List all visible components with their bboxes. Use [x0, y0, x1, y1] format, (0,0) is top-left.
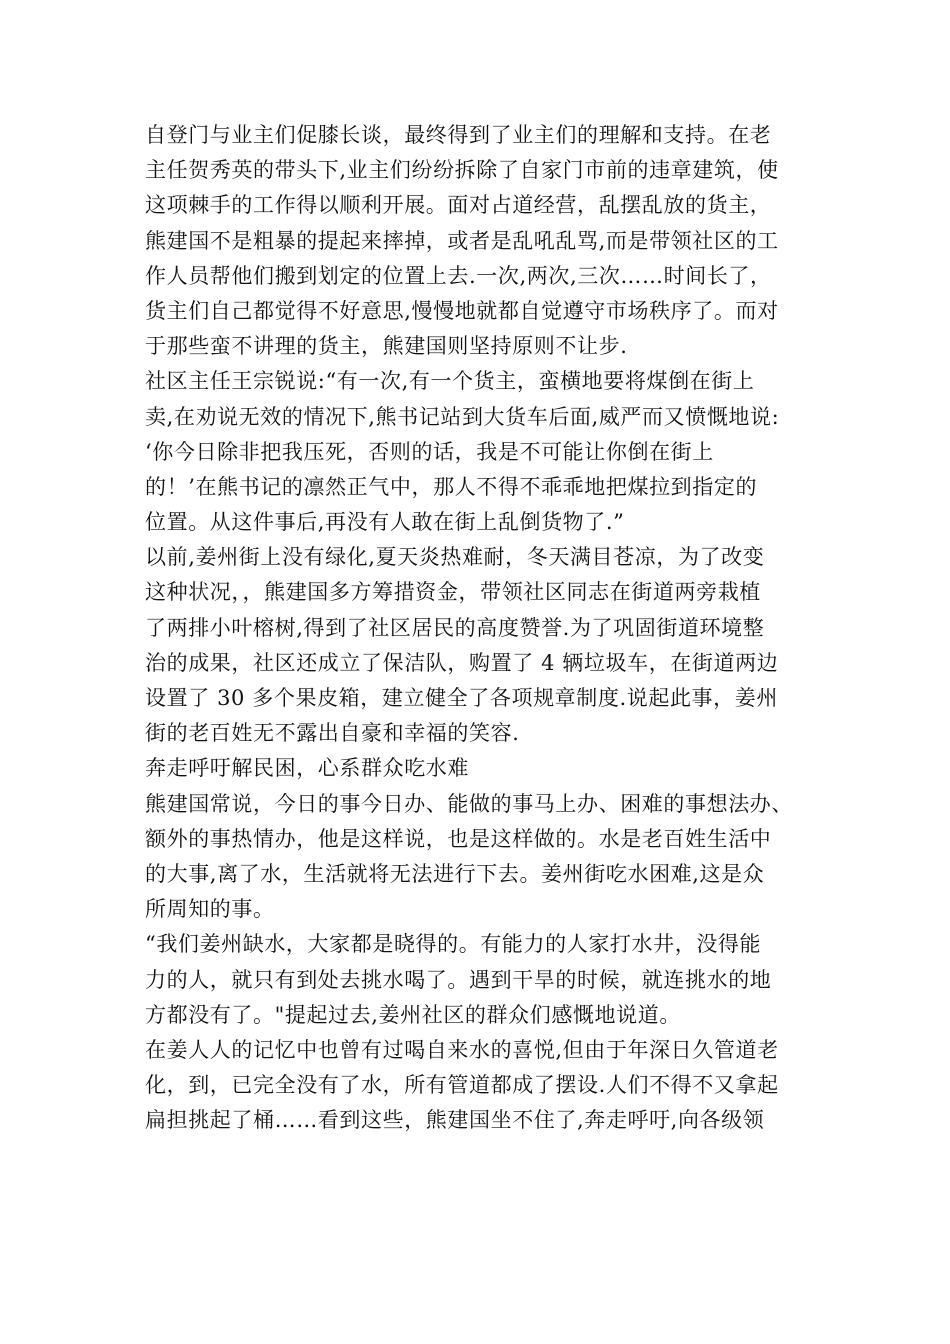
text-line: 卖,在劝说无效的情况下,熊书记站到大货车后面,威严而又愤慨地说: [145, 404, 780, 429]
text-line: 以前,姜州街上没有绿化,夏天炎热难耐，冬天满目苍凉，为了改变 [145, 545, 765, 570]
document-page [145, 118, 835, 1138]
text-line: 了两排小叶榕树,得到了社区居民的高度赞誉.为了巩固街道环境整 [145, 615, 765, 640]
text-line: 于那些蛮不讲理的货主，熊建国则坚持原则不让步. [145, 334, 628, 359]
text-line: 化，到，已完全没有了水，所有管道都成了摆设.人们不得不又拿起 [145, 1073, 779, 1098]
text-line: 方都没有了。"提起过去,姜州社区的群众们感慨地说道。 [145, 1002, 681, 1027]
text-line: 自登门与业主们促膝长谈，最终得到了业主们的理解和支持。在老 [145, 123, 772, 147]
text-line: 扁担挑起了桶……看到这些，熊建国坐不住了,奔走呼吁,向各级领 [145, 1108, 765, 1133]
text-line: 社区主任王宗锐说:“有一次,有一个货主，蛮横地要将煤倒在街上 [145, 369, 755, 394]
text-line: ‘你今日除非把我压死，否则的话，我是不可能让你倒在街上 [145, 439, 714, 464]
text-line: 设置了 30 多个果皮箱，建立健全了各项规章制度.说起此事，姜州 [145, 686, 778, 710]
text-line: 熊建国常说，今日的事今日办、能做的事马上办、困难的事想法办、 [145, 791, 793, 816]
text-line: 治的成果，社区还成立了保洁队，购置了 4 辆垃圾车，在街道两边 [145, 650, 779, 675]
text-line: “我们姜州缺水，大家都是晓得的。有能力的人家打水井，没得能 [145, 932, 762, 957]
text-line: 熊建国不是粗暴的提起来摔掉，或者是乱吼乱骂,而是带领社区的工 [145, 228, 779, 253]
text-line: 主任贺秀英的带头下,业主们纷纷拆除了自家门市前的违章建筑，使 [145, 158, 779, 183]
text-line: 作人员帮他们搬到划定的位置上去.一次,两次,三次……时间长了， [145, 263, 772, 288]
text-line: 力的人，就只有到处去挑水喝了。遇到干旱的时候，就连挑水的地 [145, 967, 772, 992]
text-line: 的大事,离了水，生活就将无法进行下去。姜州街吃水困难,这是众 [145, 861, 765, 886]
text-line: 街的老百姓无不露出自豪和幸福的笑容. [145, 721, 520, 746]
text-line: 这种状况，，熊建国多方筹措资金，带领社区同志在街道两旁栽植 [145, 580, 761, 605]
text-line: 额外的事热情办，他是这样说，也是这样做的。水是老百姓生活中 [145, 826, 772, 851]
text-line: 的！’在熊书记的凛然正气中，那人不得不乖乖地把煤拉到指定的 [145, 474, 758, 499]
text-line: 在姜人人的记忆中也曾有过喝自来水的喜悦,但由于年深日久管道老 [145, 1037, 779, 1062]
text-line: 这项棘手的工作得以顺利开展。面对占道经营，乱摆乱放的货主， [145, 193, 772, 218]
section-heading: 奔走呼吁解民困，心系群众吃水难 [145, 756, 469, 781]
text-line: 货主们自己都觉得不好意思,慢慢地就都自觉遵守市场秩序了。而对 [145, 298, 779, 323]
text-line: 所周知的事。 [145, 897, 275, 922]
text-line: 位置。从这件事后,再没有人敢在街上乱倒货物了.” [145, 510, 625, 535]
